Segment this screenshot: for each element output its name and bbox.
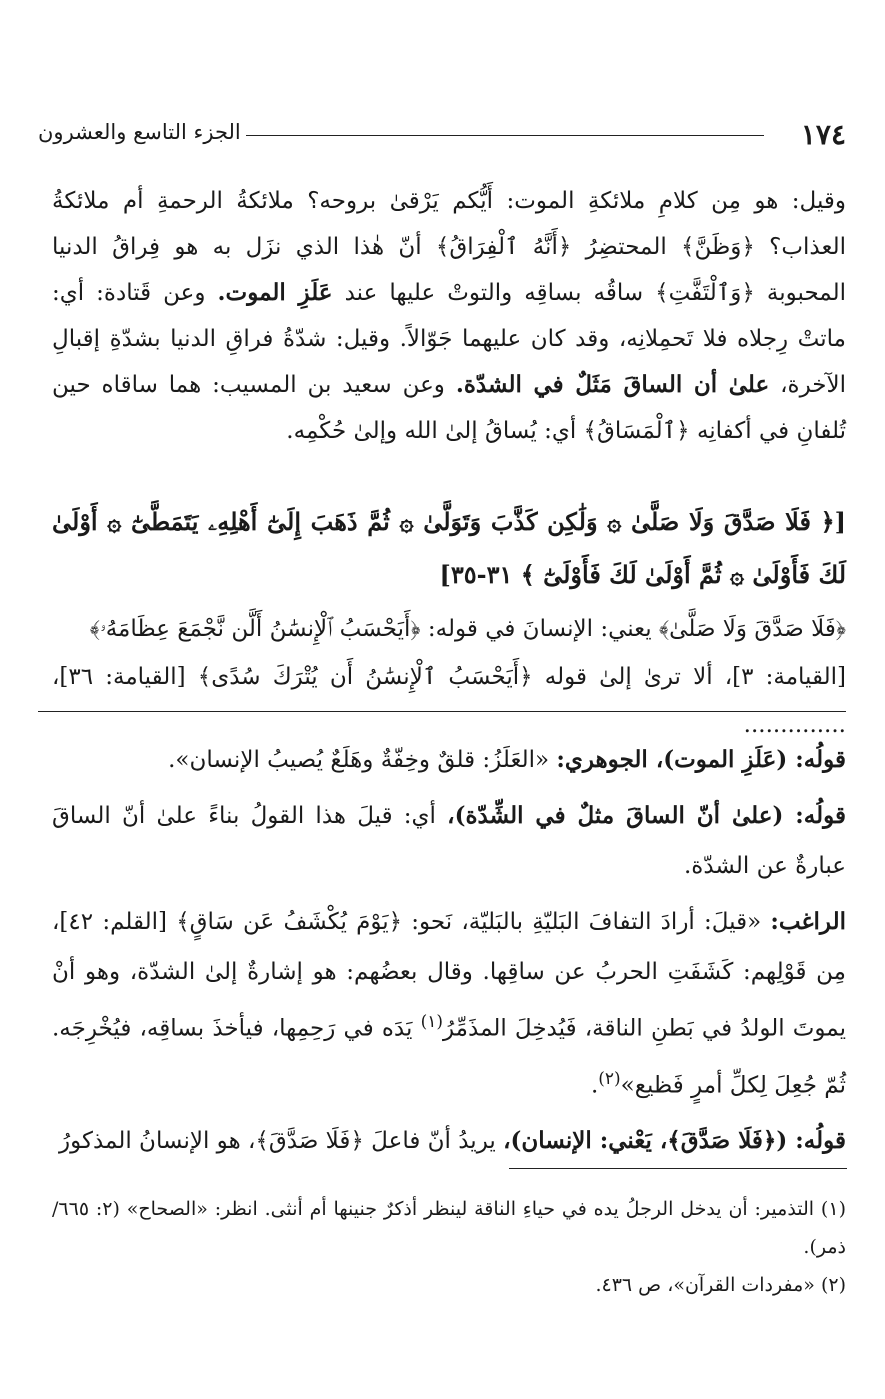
footnote-1: (١) التذمير: أن يدخل الرجلُ يده في حياءِ الناقة لينظر أذكرٌ جنينها أم أنثى. انظر: «الصحاح» (٢: ٦٦٥/ ذمر). bbox=[52, 1198, 846, 1258]
bold-term-alaz: عَلَزِ الموت. bbox=[217, 279, 333, 306]
commentary-section bbox=[52, 735, 846, 1172]
commentary-lead: قولُه: (عَلَزِ الموت)، الجوهري: bbox=[556, 746, 846, 773]
page-number: ١٧٤ bbox=[800, 118, 846, 151]
commentary-paragraph bbox=[52, 735, 846, 785]
commentary-lead: قولُه: (﴿فَلَا صَدَّقَ﴾، يَعْني: الإنسان)، bbox=[503, 1127, 846, 1155]
commentary-paragraph bbox=[52, 1116, 846, 1166]
explanation-line: ﴿فَلَا صَدَّقَ وَلَا صَلَّىٰ﴾ يعني: الإنسانَ في قوله: ﴿أَيَحْسَبُ ٱلْإِنسَٰنُ أَلَّن نَّجْمَعَ عِظَامَهُۥ﴾ bbox=[89, 616, 846, 642]
main-paragraph: وقيل: هو مِن كلامِ ملائكةِ الموت: أَيُّكم يَرْقىٰ بروحه؟ ملائكةُ الرحمةِ أم ملائكةُ العذاب؟ ﴿وَظَنَّ﴾ المحتضِرُ ﴿أَنَّهُ ٱلْفِرَاقُ﴾ أنّ هٰذا الذي نزَل به هو فِراقُ الدنيا المحبوبة ﴿وَٱلْتَفَّتِ﴾ ساقُه بساقِه والتوتْ عليها عند bbox=[52, 188, 846, 306]
footnote-ref[interactable]: (٢) bbox=[598, 1068, 621, 1089]
explanation-line: [القيامة: ٣]، ألا ترىٰ إلىٰ قوله ﴿أَيَحْسَبُ ٱلْإِنسَٰنُ أَن يُتْرَكَ سُدًى﴾ [القيامة: ٣٦]، .............. bbox=[52, 664, 846, 738]
commentary-separator bbox=[38, 711, 846, 712]
footnote-separator bbox=[509, 1168, 847, 1169]
commentary-text: «قيلَ: أرادَ التفافَ البَليّةِ بالبَليّة، نَحو: ﴿يَوْمَ يُكْشَفُ عَن سَاقٍ﴾ [القلم: ٤٢]، مِن قَوْلِهم: كَشَفَتِ الحربُ عن ساقِها. وقال بعضُهم: هو إشارةٌ إلىٰ الشدّة، وهو أنْ يموتَ الولدُ في بَطنِ الناقة، فَيُدخِلَ المذَمِّرُ bbox=[52, 909, 847, 1042]
running-title: الجزء التاسع والعشرون bbox=[38, 120, 241, 144]
bold-term-saq: علىٰ أن الساقَ مَثَلٌ في الشدّة. bbox=[455, 371, 770, 398]
commentary-paragraph bbox=[52, 791, 846, 891]
commentary-paragraph bbox=[52, 897, 846, 1110]
running-header bbox=[38, 118, 846, 154]
header-rule bbox=[246, 135, 764, 136]
footnote-2: (٢) «مفردات القرآن»، ص ٤٣٦. bbox=[595, 1274, 846, 1296]
commentary-lead: قولُه: (علىٰ أنّ الساقَ مثلٌ في الشِّدّة)، bbox=[447, 802, 846, 829]
commentary-lead: الراغب: bbox=[770, 908, 846, 935]
main-paragraph-cont: وعن قَتادة: أي: ماتتْ رِجلاه فلا تَحمِلانِه، وقد كان عليهما جَوّالاً. وقيل: شدّةُ فراقِ الدنيا بشدّةِ إقبالِ الآخرة، bbox=[52, 280, 847, 398]
commentary-text: . bbox=[590, 1072, 599, 1099]
commentary-text: يَدَه في رَحِمِها، فيأخذَ بساقِه، فيُخْرِجَه. ثُمّ جُعِلَ لِكلِّ أمرٍ فَظيع» bbox=[52, 1015, 846, 1099]
quran-verse-block: [﴿ فَلَا صَدَّقَ وَلَا صَلَّىٰ ۞ وَلَٰكِن كَذَّبَ وَتَوَلَّىٰ ۞ ثُمَّ ذَهَبَ إِلَىٰٓ أَهْلِهِۦ يَتَمَطَّىٰٓ ۞ أَوْلَىٰ لَكَ فَأَوْلَىٰ ۞ ثُمَّ أَوْلَىٰ لَكَ فَأَوْلَىٰٓ ﴾ ٣١-٣٥] bbox=[52, 507, 846, 589]
commentary-text: أي: قيلَ هذا القولُ بناءً علىٰ أنّ الساقَ عبارةٌ عن الشدّة. bbox=[52, 803, 846, 879]
footnote-ref[interactable]: (١) bbox=[420, 1012, 443, 1032]
commentary-text: يريدُ أنّ فاعلَ ﴿فَلَا صَدَّقَ﴾، هو الإنسانُ المذكورُ bbox=[59, 1128, 504, 1155]
footnotes bbox=[52, 1190, 846, 1304]
verse-explanation bbox=[52, 605, 846, 749]
main-paragraph-end: وعن سعيد بن المسيب: هما ساقاه حين تُلفانِ في أكفانِه ﴿ٱلْمَسَاقُ﴾ أي: يُساقُ إلىٰ الله وإلىٰ حُكْمِه. bbox=[52, 372, 846, 444]
main-text bbox=[52, 178, 846, 454]
commentary-text: «العَلَزُ: قلقٌ وخِفّةٌ وهَلَعٌ يُصيبُ الإنسان». bbox=[168, 747, 557, 773]
